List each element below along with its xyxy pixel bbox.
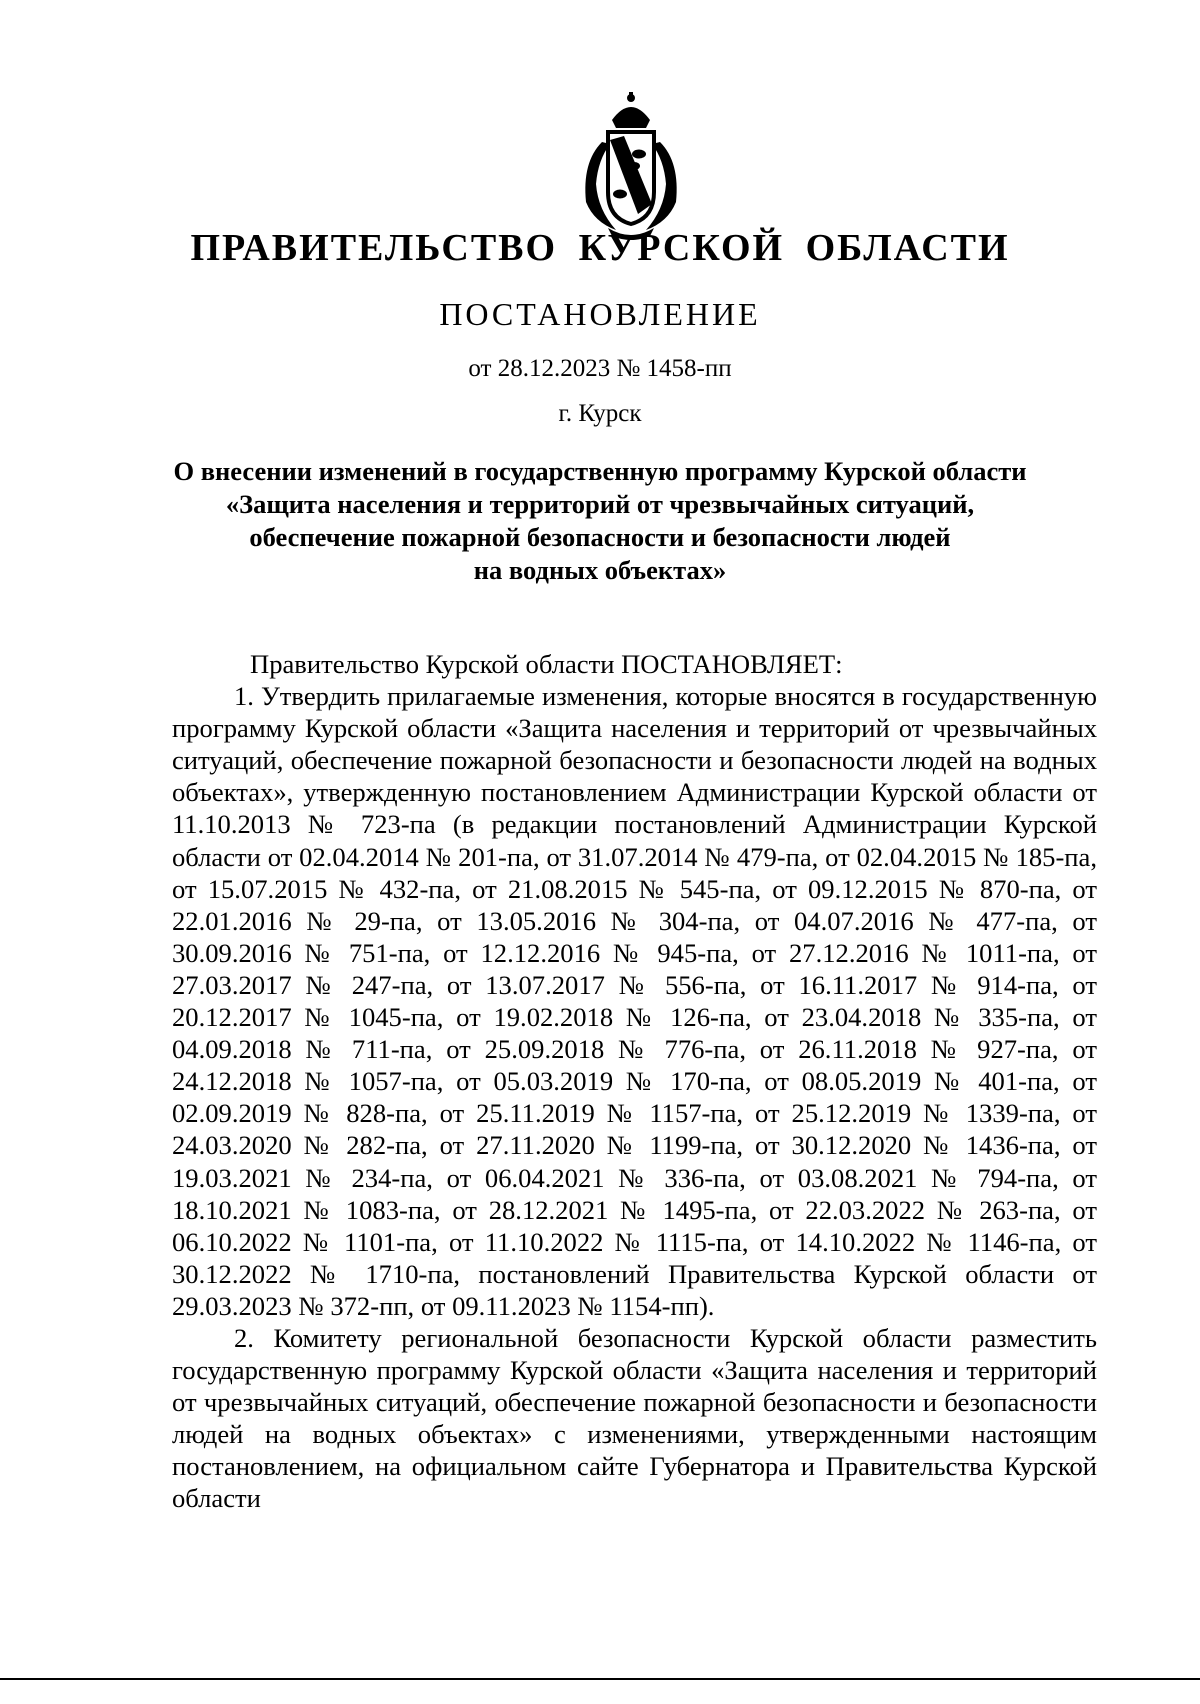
decree-body [172,648,1097,1515]
kursk-coat-of-arms-icon [572,92,690,242]
paragraph-2: 2. Комитету региональной безопасности Курской области разместить государственную программу Курской области «Защита населения и территорий от чрезвычайных ситуаций, обеспечение пожарной безопасности и безопасности людей на водных объектах» с изменениями, утвержденными настоящим постановлением, на официальном сайте Губернатора и Правительства Курской области [172,1322,1097,1514]
subject-line: на водных объектах» [473,555,727,585]
subject-line: обеспечение пожарной безопасности и безопасности людей [249,522,951,552]
decree-subject [150,455,1050,587]
subject-line: О внесении изменений в государственную программу Курской области [173,456,1027,486]
government-title: ПРАВИТЕЛЬСТВО КУРСКОЙ ОБЛАСТИ [190,227,1010,269]
subject-line: «Защита населения и территорий от чрезвычайных ситуаций, [225,489,975,519]
document-type: ПОСТАНОВЛЕНИЕ [439,296,761,332]
decree-number: от 28.12.2023 № 1458-пп [468,355,732,382]
page-bottom-border [0,1678,1200,1680]
intro-line: Правительство Курской области ПОСТАНОВЛЯЕТ: [250,649,843,679]
paragraph-1: 1. Утвердить прилагаемые изменения, которые вносятся в государственную программу Курской области «Защита населения и территорий от чрезвычайных ситуаций, обеспечение пожарной безопасности и безопасности людей на водных объектах», утвержденную постановлением Администрации Курской области от 11.10.2013 № 723-па (в редакции постановлений Администрации Курской области от 02.04.2014 № 201-па, от 31.07.2014 № 479-па, от 02.04.2015 № 185-па, от 15.07.2015 № 432-па, от 21.08.2015 № 545-па, от 09.12.2015 № 870-па, от 22.01.2016 № 29-па, от 13.05.2016 № 304-па, от 04.07.2016 № 477-па, от 30.09.2016 № 751-па, от 12.12.2016 № 945-па, от 27.12.2016 № 1011-па, от 27.03.2017 № 247-па, от 13.07.2017 № 556-па, от 16.11.2017 № 914-па, от 20.12.2017 № 1045-па, от 19.02.2018 № 126-па, от 23.04.2018 № 335-па, от 04.09.2018 № 711-па, от 25.09.2018 № 776-па, от 26.11.2018 № 927-па, от 24.12.2018 № 1057-па, от 05.03.2019 № 170-па, от 08.05.2019 № 401-па, от 02.09.2019 № 828-па, от 25.11.2019 № 1157-па, от 25.12.2019 № 1339-па, от 24.03.2020 № 282-па, от 27.11.2020 № 1199-па, от 30.12.2020 № 1436-па, от 19.03.2021 № 234-па, от 06.04.2021 № 336-па, от 03.08.2021 № 794-па, от 18.10.2021 № 1083-па, от 28.12.2021 № 1495-па, от 22.03.2022 № 263-па, от 06.10.2022 № 1101-па, от 11.10.2022 № 1115-па, от 14.10.2022 № 1146-па, от 30.12.2022 № 1710-па, постановлений Правительства Курской области от 29.03.2023 № 372-пп, от 09.11.2023 № 1154-пп). [172,681,1097,1321]
city: г. Курск [558,400,642,427]
